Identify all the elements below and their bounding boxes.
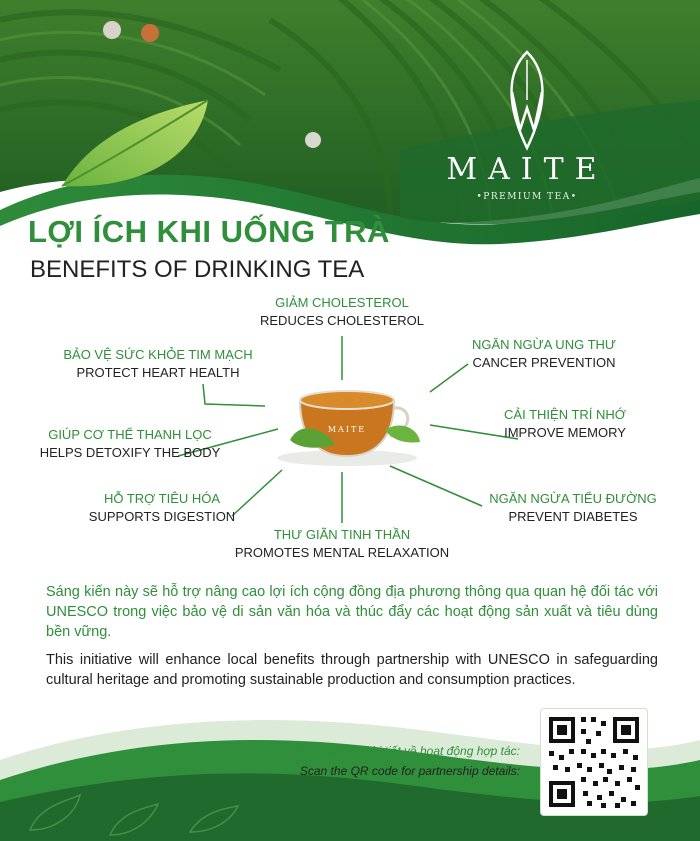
page-title-vi: LỢI ÍCH KHI UỐNG TRÀ bbox=[28, 214, 390, 249]
benefit-label-en: IMPROVE MEMORY bbox=[504, 425, 626, 440]
worker-figure bbox=[103, 21, 121, 39]
description-en: This initiative will enhance local benefits through partnership with UNESCO in safeguarding cultural heritage and promoting sustainable production and consumption practices. bbox=[46, 652, 658, 688]
benefit-cancer-prevention bbox=[444, 336, 644, 372]
worker-figure bbox=[141, 24, 159, 42]
benefit-label-vi: THƯ GIÃN TINH THẦN bbox=[273, 527, 411, 542]
benefit-improve-memory bbox=[480, 406, 650, 442]
worker-figure bbox=[305, 132, 321, 148]
benefit-mental-relaxation bbox=[232, 526, 452, 562]
benefit-label-en: PROTECT HEART HEALTH bbox=[76, 365, 240, 380]
benefit-label-vi: NGĂN NGỪA TIỂU ĐƯỜNG bbox=[489, 491, 657, 506]
qr-instruction-vi: Quét mã QR để biết chi tiết về hoạt động hợp tác: bbox=[255, 744, 520, 758]
qr-code[interactable] bbox=[540, 708, 648, 816]
benefit-label-vi: GIẢM CHOLESTEROL bbox=[275, 295, 409, 310]
benefit-label-en: HELPS DETOXIFY THE BODY bbox=[39, 445, 221, 460]
benefit-supports-digestion bbox=[82, 490, 242, 526]
brand-name: MAITE bbox=[446, 152, 608, 187]
benefit-reduces-cholesterol bbox=[242, 294, 442, 330]
benefit-label-vi: HỖ TRỢ TIÊU HÓA bbox=[103, 491, 221, 506]
benefit-label-vi: CẢI THIỆN TRÍ NHỚ bbox=[504, 407, 626, 422]
qr-code-icon bbox=[541, 709, 647, 815]
benefit-label-en: CANCER PREVENTION bbox=[472, 355, 616, 370]
benefit-label-vi: BẢO VỆ SỨC KHỎE TIM MẠCH bbox=[63, 347, 253, 362]
description-vi: Sáng kiến này sẽ hỗ trợ nâng cao lợi ích cộng đồng địa phương thông qua quan hệ đối tác với UNESCO trong việc bảo vệ di sản văn hóa và thúc đẩy các hoạt động sản xuất và tiêu dùng bền vững. bbox=[46, 584, 658, 640]
page-title-en: BENEFITS OF DRINKING TEA bbox=[30, 256, 365, 283]
benefit-label-vi: NGĂN NGỪA UNG THƯ bbox=[471, 337, 617, 352]
benefit-heart-health bbox=[48, 346, 268, 382]
cup-brand-label: MAITE bbox=[327, 425, 367, 434]
benefit-label-en: REDUCES CHOLESTEROL bbox=[260, 313, 424, 328]
benefit-label-en: SUPPORTS DIGESTION bbox=[88, 509, 236, 524]
benefit-label-vi: GIÚP CƠ THỂ THANH LỌC bbox=[48, 427, 212, 442]
benefit-detoxify bbox=[30, 426, 230, 462]
brand-tagline: •PREMIUM TEA• bbox=[476, 192, 578, 202]
benefit-label-en: PREVENT DIABETES bbox=[508, 509, 638, 524]
benefit-prevent-diabetes bbox=[478, 490, 668, 526]
benefit-label-en: PROMOTES MENTAL RELAXATION bbox=[234, 545, 450, 560]
qr-instruction-en: Scan the QR code for partnership details: bbox=[299, 764, 520, 778]
